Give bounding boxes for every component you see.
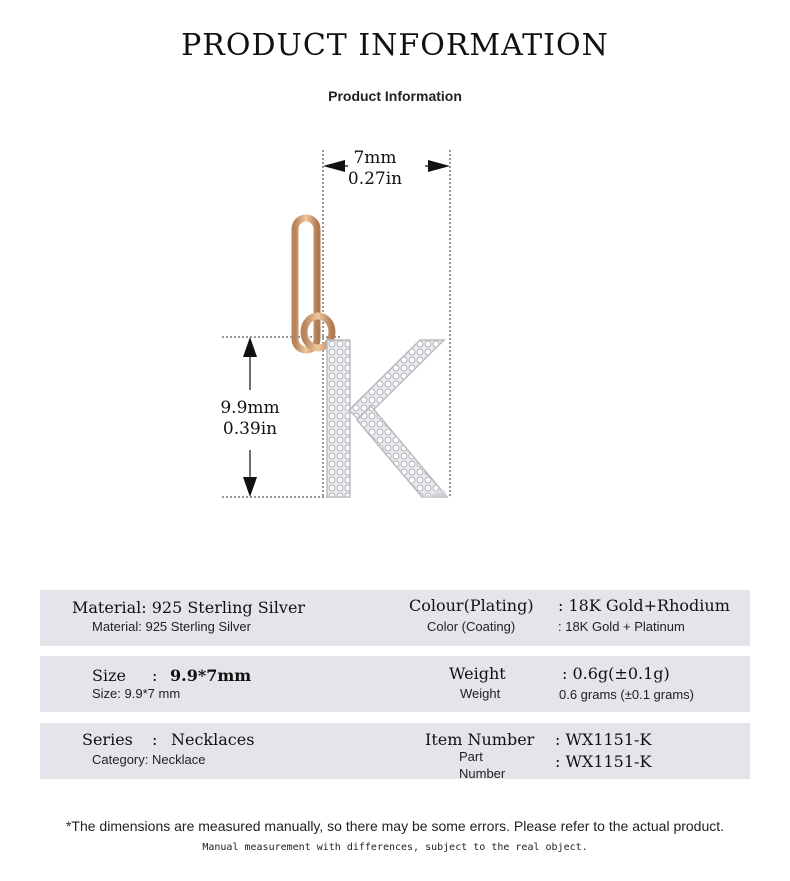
part-number-value: : WX1151-K — [555, 752, 652, 771]
part-number-label-2: Number — [459, 766, 506, 781]
letter-k-pendant — [327, 340, 447, 497]
series-key: Series — [82, 730, 133, 749]
disclaimer-note: *The dimensions are measured manually, so there may be some errors. Please refer to the actual product. — [65, 818, 725, 834]
series-sep: : — [152, 730, 158, 749]
weight-value-alt: 0.6 grams (±0.1 grams) — [559, 687, 695, 702]
material-label: Material: 925 Sterling Silver — [72, 598, 306, 617]
colour-value: : 18K Gold+Rhodium — [558, 596, 730, 615]
info-row-material — [40, 590, 750, 646]
page-title: PRODUCT INFORMATION — [181, 28, 609, 63]
color-value-alt: : 18K Gold + Platinum — [558, 619, 685, 634]
pendant-illustration — [0, 140, 790, 520]
item-number-label: Item Number — [425, 730, 535, 749]
colour-label: Colour(Plating) — [409, 596, 534, 615]
width-in: 0.27in — [347, 169, 403, 189]
color-label-alt: Color (Coating) — [427, 619, 516, 634]
height-dimension — [222, 337, 340, 497]
info-row-size — [40, 656, 750, 712]
page-subtitle: Product Information — [328, 88, 462, 104]
height-mm: 9.9mm — [220, 398, 280, 418]
size-sep: : — [152, 666, 158, 685]
material-label-alt: Material: 925 Sterling Silver — [92, 619, 251, 634]
disclaimer-note-alt: Manual measurement with differences, subject to the real object. — [202, 842, 588, 853]
weight-label-alt: Weight — [460, 686, 501, 701]
category-label-alt: Category: Necklace — [92, 752, 206, 767]
series-value: Necklaces — [171, 730, 255, 749]
size-key: Size — [92, 666, 126, 685]
width-mm: 7mm — [353, 148, 397, 168]
weight-value: : 0.6g(±0.1g) — [562, 664, 670, 683]
info-row-series — [40, 723, 750, 779]
size-value: 9.9*7mm — [170, 666, 252, 685]
item-number-value: : WX1151-K — [555, 730, 652, 749]
gold-bail — [295, 218, 332, 350]
height-in: 0.39in — [222, 419, 278, 439]
part-number-label-1: Part — [459, 749, 483, 764]
size-label-alt: Size: 9.9*7 mm — [92, 686, 181, 701]
weight-label: Weight — [449, 664, 506, 683]
